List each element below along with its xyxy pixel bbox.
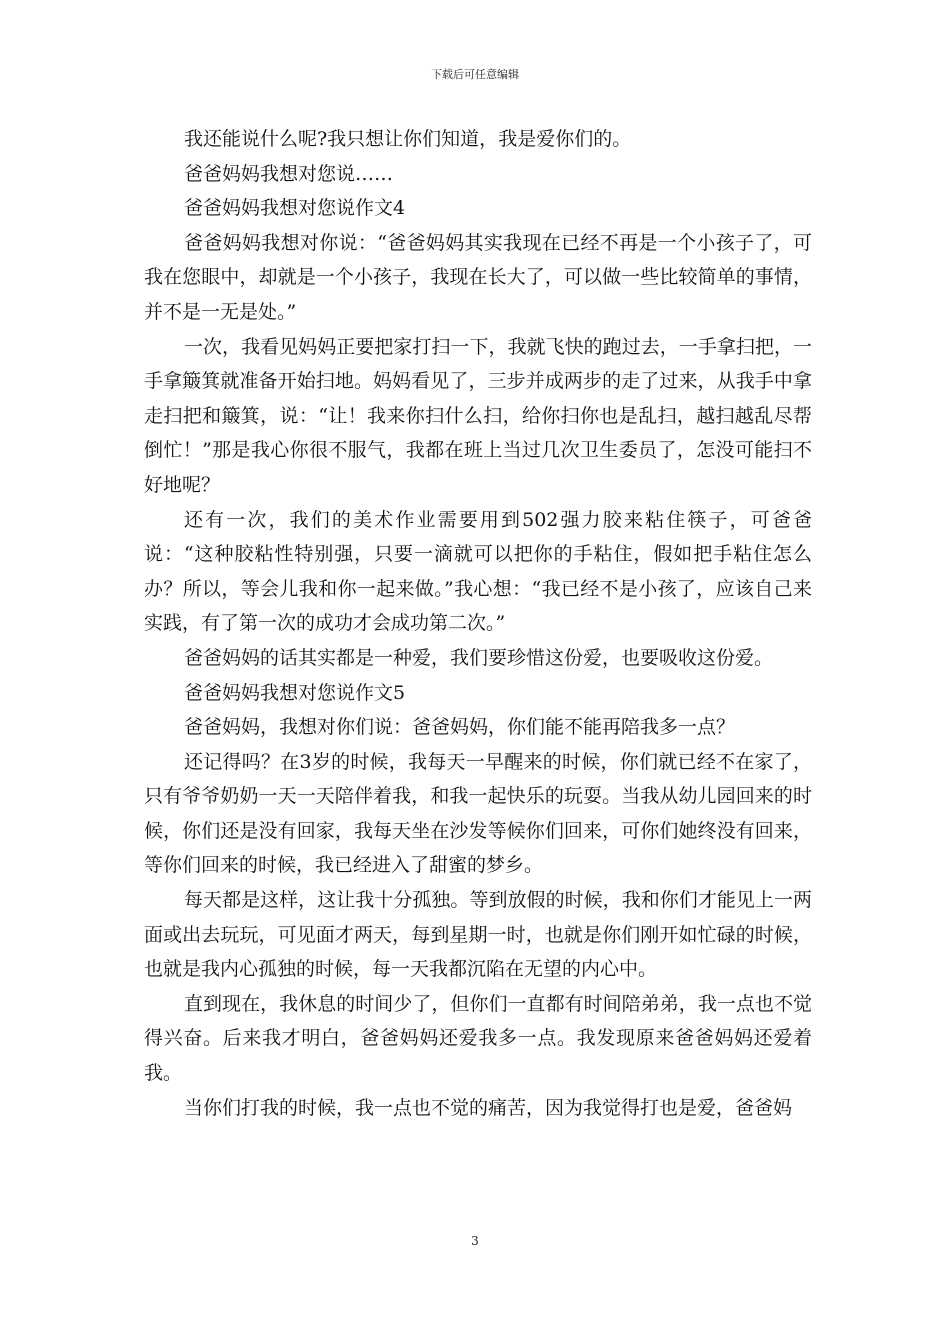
paragraph: 一次，我看见妈妈正要把家打扫一下，我就飞快的跑过去，一手拿扫把，一手拿簸箕就准备开始扫地。妈妈看见了，三步并成两步的走了过来，从我手中拿走扫把和簸箕，说：“让！我来你扫什么扫，给你扫你也是乱扫，越扫越乱尽帮倒忙！”那是我心你很不服气，我都在班上当过几次卫生委员了，怎没可能扫不好地呢？ [144, 335, 812, 496]
paragraph: 我还能说什么呢?我只想让你们知道，我是爱你们的。 [184, 128, 632, 150]
paragraph: 还记得吗？在3岁的时候，我每天一早醒来的时候，你们就已经不在家了，只有爷爷奶奶一天一天陪伴着我，和我一起快乐的玩耍。当我从幼儿园回来的时候，你们还是没有回家，我每天坐在沙发等候你们回来，可你们她终没有回来，等你们回来的时候，我已经进入了甜蜜的梦乡。 [144, 750, 812, 877]
paragraph: 爸爸妈妈，我想对你们说：爸爸妈妈，你们能不能再陪我多一点？ [184, 716, 736, 739]
paragraph: 爸爸妈妈的话其实都是一种爱，我们要珍惜这份爱，也要吸收这份爱。 [184, 646, 774, 669]
paragraph: 爸爸妈妈我想对你说：“爸爸妈妈其实我现在已经不再是一个小孩子了，可我在您眼中，却就是一个小孩子，我现在长大了，可以做一些比较简单的事情，并不是一无是处。” [144, 231, 812, 323]
paragraph: 当你们打我的时候，我一点也不觉的痛苦，因为我觉得打也是爱，爸爸妈 [184, 1096, 793, 1119]
document-body [144, 122, 812, 1125]
paragraph: 爸爸妈妈我想对您说…… [184, 162, 394, 185]
paragraph: 直到现在，我休息的时间少了，但你们一直都有时间陪弟弟，我一点也不觉得兴奋。后来我才明白，爸爸妈妈还爱我多一点。我发现原来爸爸妈妈还爱着我。 [144, 992, 812, 1085]
section-heading: 爸爸妈妈我想对您说作文4 [184, 197, 406, 220]
page-header: 下载后可任意编辑 [431, 68, 519, 81]
section-heading: 爸爸妈妈我想对您说作文5 [184, 681, 406, 704]
paragraph: 每天都是这样，这让我十分孤独。等到放假的时候，我和你们才能见上一两面或出去玩玩，可见面才两天，每到星期一时，也就是你们刚开如忙碌的时候，也就是我内心孤独的时候，每一天我都沉陷在无望的内心中。 [144, 889, 812, 981]
paragraph: 还有一次，我们的美术作业需要用到502强力胶来粘住筷子，可爸爸说：“这种胶粘性特别强，只要一滴就可以把你的手粘住，假如把手粘住怎么办？所以，等会儿我和你一起来做。”我心想：“我已经不是小孩了，应该自己来实践，有了第一次的成功才会成功第二次。” [144, 508, 812, 635]
page-number: 3 [471, 1234, 479, 1248]
